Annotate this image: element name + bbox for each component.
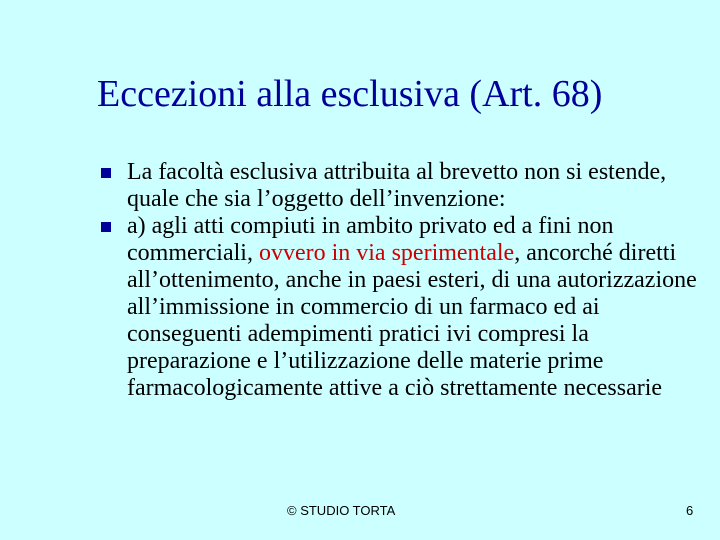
square-bullet-icon: [101, 222, 111, 232]
footer-copyright: © STUDIO TORTA: [287, 503, 396, 518]
bullet-text-emphasis: ovvero in via sperimentale: [258, 240, 515, 266]
bullet-text: La facoltà esclusiva attribuita al brevetto non si estende, quale che sia l’oggetto dell’invenzione:: [127, 159, 667, 212]
bullet-text-before: a) agli atti compiuti in ambito privato ed a fini non commerciali,: [127, 213, 614, 266]
page-number: 6: [686, 503, 694, 518]
bullet-text-after: , ancorché diretti all’ottenimento, anche in paesi esteri, di una autorizzazione all’immissione in commercio di un farmaco ed ai conseguenti adempimenti pratici ivi compresi la preparazione e l’utilizzazione delle materie prime farmacologicamente attive a ciò strettamente necessarie: [127, 240, 697, 401]
bullet-item-scope: [100, 159, 700, 213]
bullet-list: [100, 159, 700, 402]
square-bullet-icon: [101, 168, 111, 178]
slide-title: Eccezioni alla esclusiva (Art. 68): [97, 73, 603, 115]
bullet-item-exception-a: [100, 213, 700, 402]
